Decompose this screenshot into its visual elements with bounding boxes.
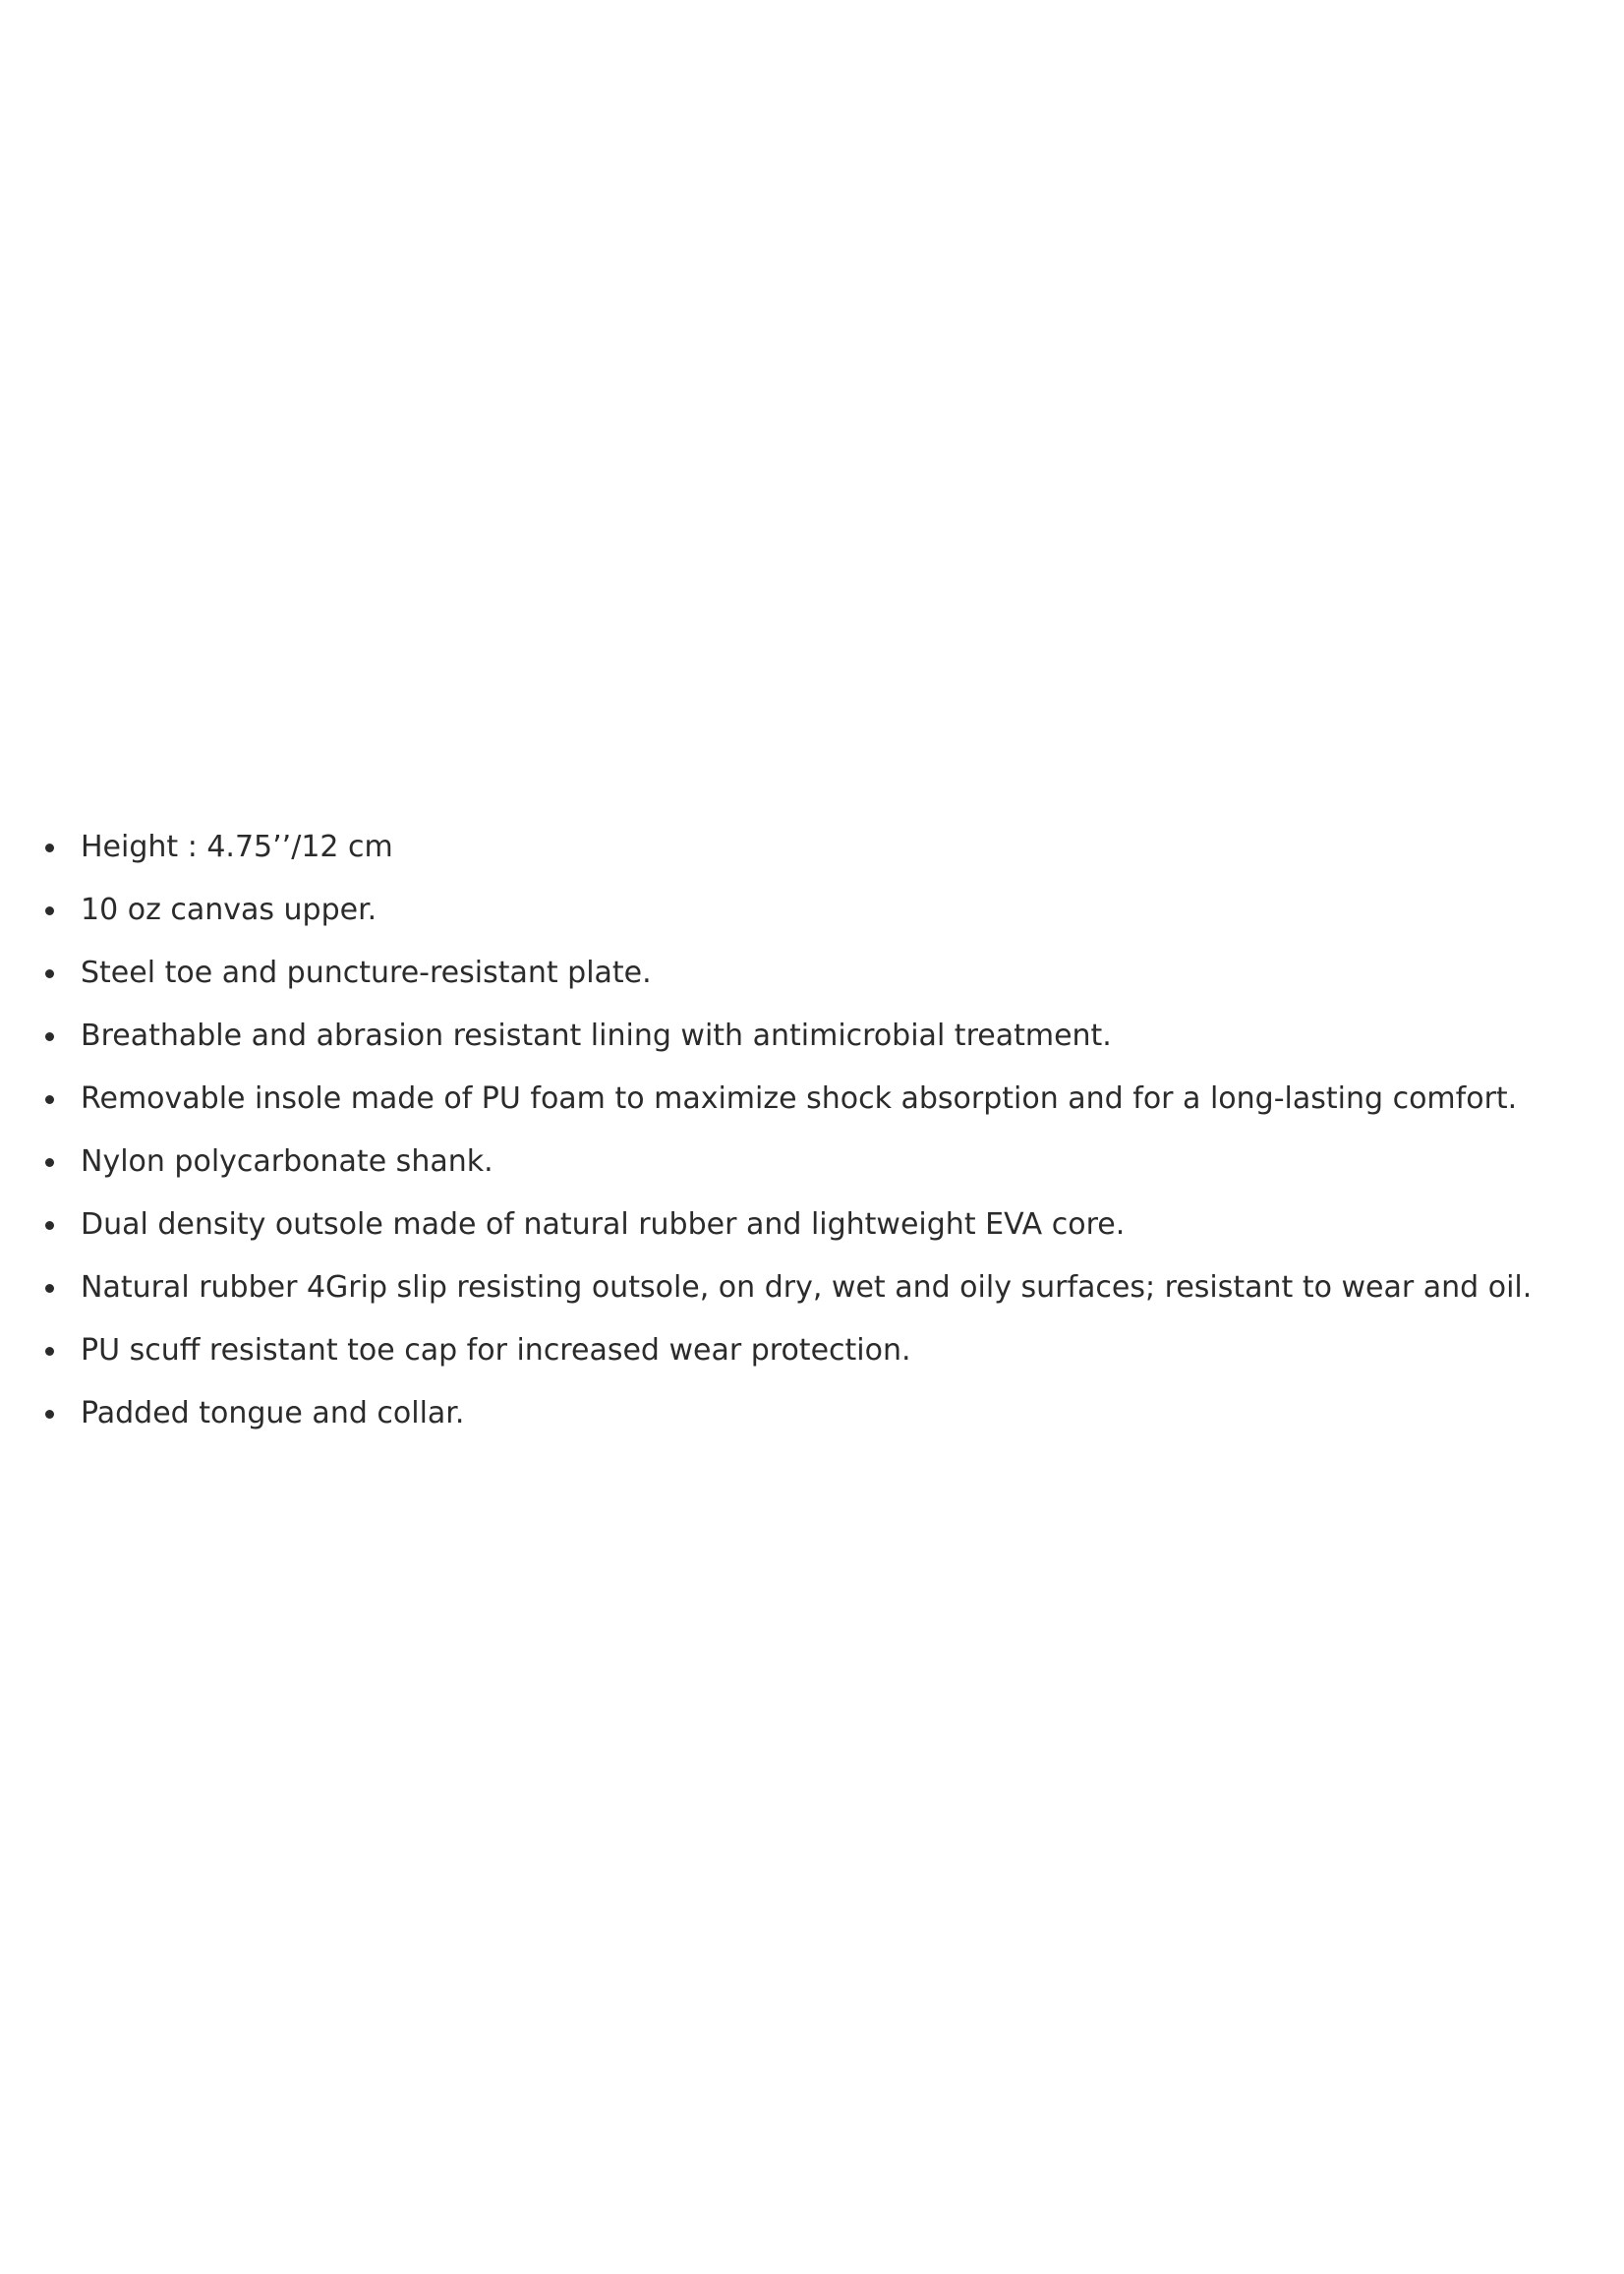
bullet-icon <box>45 1032 54 1041</box>
feature-item-shank <box>0 1131 1624 1194</box>
feature-item-height <box>0 816 1624 879</box>
feature-item-upper <box>0 879 1624 942</box>
feature-text: Removable insole made of PU foam to maximize shock absorption and for a long-lasting comfort. <box>81 1081 1518 1116</box>
feature-item-outsole-grip <box>0 1256 1624 1319</box>
feature-text: Padded tongue and collar. <box>81 1396 465 1430</box>
feature-item-outsole-density <box>0 1194 1624 1256</box>
bullet-icon <box>45 1095 54 1104</box>
feature-text: Nylon polycarbonate shank. <box>81 1144 493 1179</box>
bullet-icon <box>45 844 54 852</box>
feature-item-tongue-collar <box>0 1382 1624 1445</box>
bullet-icon <box>45 1347 54 1356</box>
feature-item-toe-cap <box>0 1319 1624 1382</box>
feature-item-insole <box>0 1068 1624 1131</box>
bullet-icon <box>45 1284 54 1293</box>
bullet-icon <box>45 906 54 915</box>
feature-text: PU scuff resistant toe cap for increased wear protection. <box>81 1333 911 1368</box>
bullet-icon <box>45 1158 54 1167</box>
feature-text: Steel toe and puncture-resistant plate. <box>81 956 652 990</box>
bullet-icon <box>45 1410 54 1419</box>
bullet-icon <box>45 969 54 978</box>
feature-text: Height : 4.75’’/12 cm <box>81 830 393 864</box>
feature-text: Dual density outsole made of natural rubber and lightweight EVA core. <box>81 1207 1126 1242</box>
feature-item-lining <box>0 1005 1624 1068</box>
feature-list <box>0 816 1624 1445</box>
feature-item-toe-plate <box>0 942 1624 1005</box>
bullet-icon <box>45 1221 54 1230</box>
feature-text: Natural rubber 4Grip slip resisting outsole, on dry, wet and oily surfaces; resistant to wear and oil. <box>81 1270 1533 1305</box>
feature-text: 10 oz canvas upper. <box>81 893 377 927</box>
feature-text: Breathable and abrasion resistant lining with antimicrobial treatment. <box>81 1019 1112 1053</box>
